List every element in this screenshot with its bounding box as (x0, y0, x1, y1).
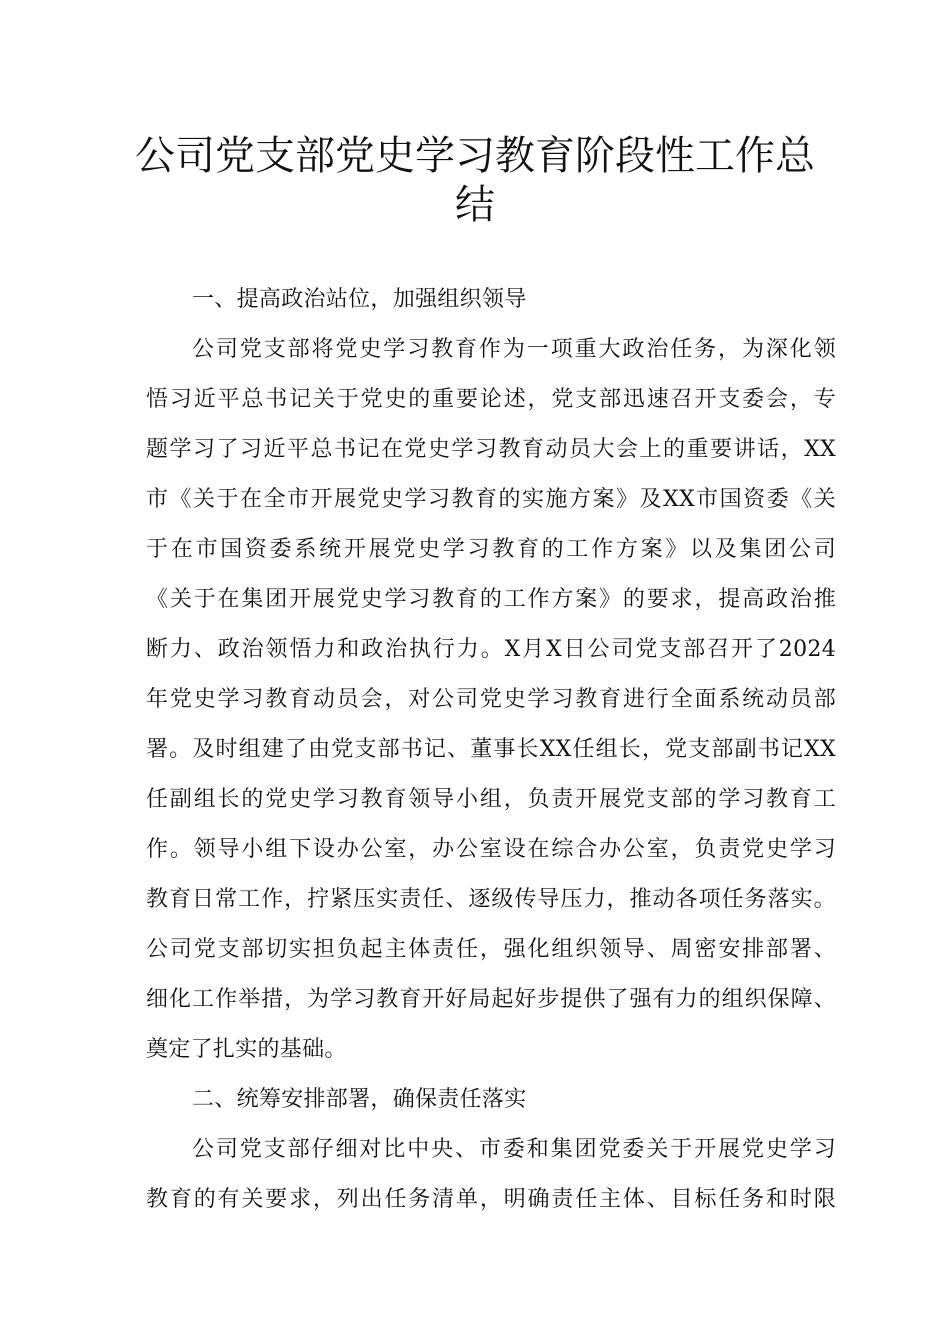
document-title-line-2: 结 (455, 182, 495, 228)
document-title-line-1: 公司党支部党史学习教育阶段性工作总 (135, 133, 815, 179)
paragraph-line: 教育的有关要求，列出任务清单，明确责任主体、目标任务和时限 (146, 1187, 836, 1212)
paragraph-line: 断力、政治领悟力和政治执行力。X月X日公司党支部召开了2024 (146, 637, 836, 662)
paragraph-line: 奠定了扎实的基础。 (146, 1037, 347, 1062)
paragraph-line: 任副组长的党史学习教育领导小组，负责开展党支部的学习教育工 (146, 787, 836, 812)
paragraph-line: 市《关于在全市开展党史学习教育的实施方案》及XX市国资委《关 (146, 487, 836, 512)
paragraph-line: 作。领导小组下设办公室，办公室设在综合办公室，负责党史学习 (146, 837, 836, 862)
paragraph-line: 《关于在集团开展党史学习教育的工作方案》的要求，提高政治推 (146, 587, 836, 612)
paragraph-line: 教育日常工作，拧紧压实责任、逐级传导压力，推动各项任务落实。 (146, 887, 836, 912)
paragraph-line: 公司党支部切实担负起主体责任，强化组织领导、周密安排部署、 (146, 937, 836, 962)
paragraph-line: 公司党支部将党史学习教育作为一项重大政治任务，为深化领 (192, 337, 836, 362)
paragraph-line: 年党史学习教育动员会，对公司党史学习教育进行全面系统动员部 (146, 687, 836, 712)
paragraph-line: 题学习了习近平总书记在党史学习教育动员大会上的重要讲话，XX (146, 437, 836, 462)
paragraph-line: 悟习近平总书记关于党史的重要论述，党支部迅速召开支委会，专 (146, 387, 836, 412)
section-heading-1: 一、提高政治站位，加强组织领导 (192, 287, 527, 312)
paragraph-line: 细化工作举措，为学习教育开好局起好步提供了强有力的组织保障、 (146, 987, 836, 1012)
paragraph-line: 署。及时组建了由党支部书记、董事长XX任组长，党支部副书记XX (146, 737, 836, 762)
paragraph-line: 公司党支部仔细对比中央、市委和集团党委关于开展党史学习 (192, 1137, 836, 1162)
section-heading-2: 二、统筹安排部署，确保责任落实 (192, 1087, 527, 1112)
paragraph-line: 于在市国资委系统开展党史学习教育的工作方案》以及集团公司 (146, 537, 836, 562)
